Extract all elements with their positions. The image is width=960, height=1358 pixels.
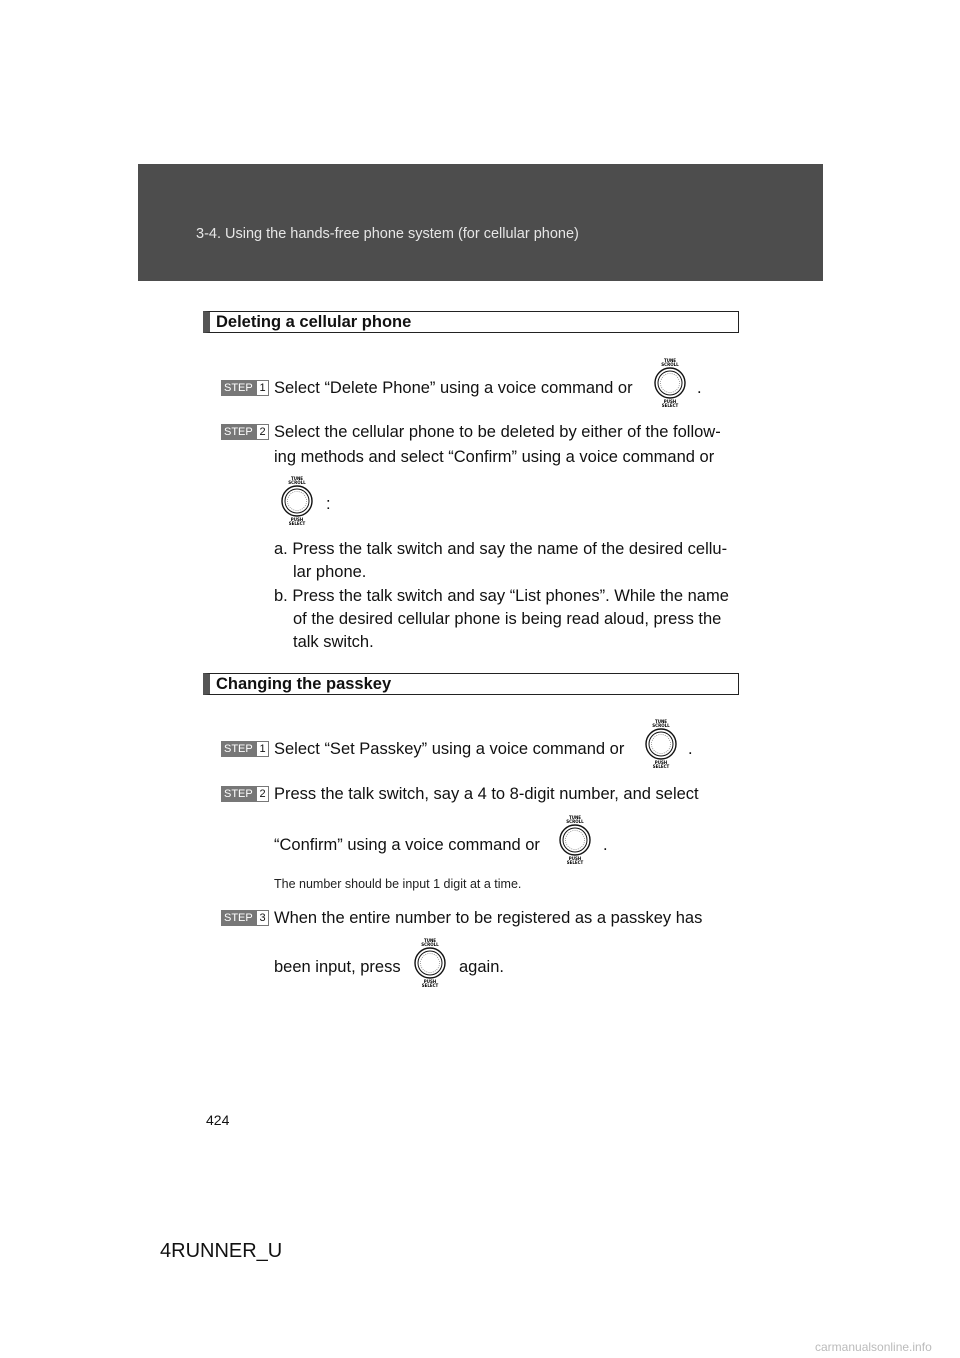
step-text: been input, press (274, 958, 401, 976)
section-heading-deleting-phone (203, 311, 739, 333)
watermark: carmanualsonline.info (815, 1340, 932, 1354)
step-text: again. (459, 958, 504, 976)
list-item-b: b. Press the talk switch and say “List phones”. While the name (274, 587, 729, 605)
tune-scroll-knob-icon (405, 936, 455, 992)
period: . (603, 836, 608, 854)
tune-scroll-knob-icon (272, 474, 322, 530)
tune-scroll-knob-icon (645, 356, 695, 412)
footer-code: 4RUNNER_U (160, 1240, 283, 1262)
step-text: Press the talk switch, say a 4 to 8-digit number, and select (274, 785, 699, 803)
tune-scroll-knob-icon (636, 717, 686, 773)
chapter-title: 3-4. Using the hands-free phone system (for cellular phone) (196, 226, 579, 242)
period: . (697, 379, 702, 397)
step-text: ing methods and select “Confirm” using a voice command or (274, 448, 715, 466)
step-text: Select “Delete Phone” using a voice command or (274, 379, 633, 397)
step-2-badge: STEP 2 (221, 424, 269, 440)
step-3-badge: STEP 3 (221, 910, 269, 926)
list-item-b-cont: of the desired cellular phone is being read aloud, press the (293, 610, 722, 628)
note-text: The number should be input 1 digit at a time. (274, 877, 522, 891)
step-text: Select “Set Passkey” using a voice command or (274, 740, 625, 758)
step-1-badge: STEP 1 (221, 741, 269, 757)
step-text: When the entire number to be registered as a passkey has (274, 909, 703, 927)
list-item-a: a. Press the talk switch and say the name of the desired cellu- (274, 540, 728, 558)
colon: : (326, 495, 331, 513)
period: . (688, 740, 693, 758)
list-item-a-cont: lar phone. (293, 563, 367, 581)
tune-scroll-knob-icon (550, 813, 600, 869)
chapter-header (138, 164, 823, 281)
section-heading-changing-passkey (203, 673, 739, 695)
step-text: Select the cellular phone to be deleted by either of the follow- (274, 423, 721, 441)
step-2-badge: STEP 2 (221, 786, 269, 802)
page-number: 424 (206, 1112, 230, 1128)
section-title: Deleting a cellular phone (216, 313, 412, 331)
section-title: Changing the passkey (216, 675, 392, 693)
step-text: “Confirm” using a voice command or (274, 836, 540, 854)
step-1-badge: STEP 1 (221, 380, 269, 396)
list-item-b-cont: talk switch. (293, 633, 374, 651)
